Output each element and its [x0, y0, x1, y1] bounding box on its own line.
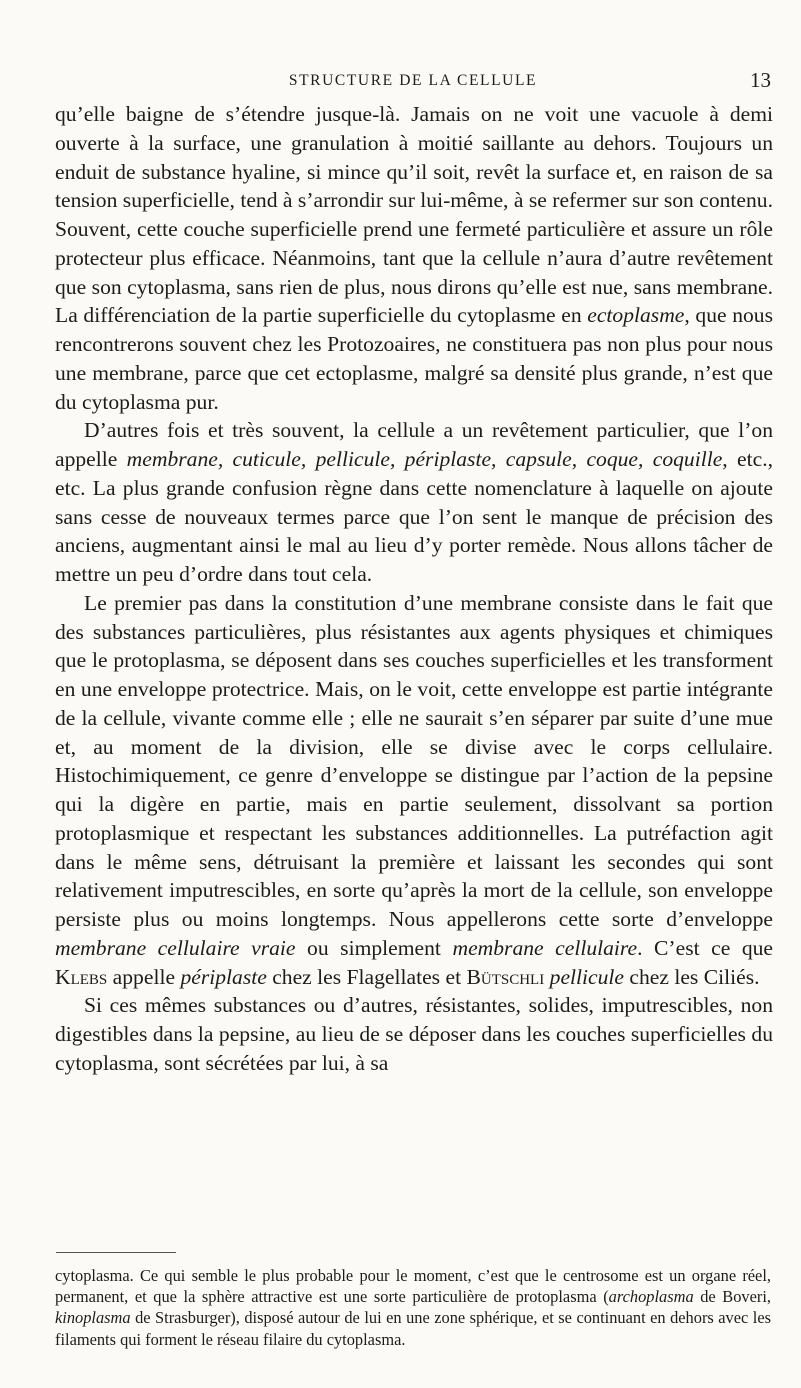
- text-run: Si ces mêmes substances ou d’autres, résistantes, solides, imputrescibles, non digestibles dans la pepsine, au lieu de se déposer dans les couches superficielles du cytoplasma, sont sécrétées par lui, à sa: [55, 993, 773, 1075]
- text-run: chez les Ciliés.: [624, 964, 760, 989]
- paragraph: [55, 100, 773, 416]
- page-number: 13: [750, 68, 771, 92]
- footnote: [55, 1265, 771, 1350]
- italic-term: membrane, cuticule, pellicule, périplaste, capsule, coque, coquille: [126, 447, 723, 471]
- body-text: [55, 100, 773, 1078]
- paragraph: [55, 991, 773, 1077]
- running-title: STRUCTURE DE LA CELLULE: [288, 72, 538, 89]
- italic-term: pellicule: [549, 964, 624, 989]
- text-run: chez les Flagellates et: [266, 964, 467, 989]
- paragraph: [55, 416, 773, 589]
- text-run: qu’elle baigne de s’étendre jusque-là. Jamais on ne voit une vacuole à demi ouverte à la surface, une granulation à moitié saillante au dehors. Toujours un enduit de substance hyaline, si mince qu’il soit, revêt la surface et, en raison de sa tension superficielle, tend à s’arrondir sur lui-même, à se refermer sur son contenu. Souvent, cette couche superficielle prend une fermeté particulière et assure un rôle protecteur plus efficace. Néanmoins, tant que la cellule n’aura d’autre revêtement que son cytoplasma, sans rien de plus, nous dirons qu’elle est nue, sans membrane. La différenciation de la partie superficielle du cytoplasme en: [55, 102, 773, 328]
- running-head: [55, 68, 771, 94]
- italic-term: ectoplasme: [587, 303, 685, 328]
- text-run: , que nous rencontrerons souvent chez les Protozoaires, ne constituera pas non plus pour nous une membrane, parce que cet ectoplasme, malgré sa densité plus grande, n’est que du cytoplasma pur.: [55, 303, 774, 414]
- footnote-paragraph: [55, 1265, 771, 1350]
- author-name: Klebs: [55, 964, 108, 989]
- text-run: de Boveri,: [693, 1287, 772, 1307]
- text-run: de Strasburger), disposé autour de lui en une zone sphérique, et se continuant en dehors avec les filaments qui forment le réseau filaire du cytoplasma.: [55, 1308, 771, 1349]
- italic-term: archoplasma: [608, 1287, 694, 1307]
- text-run: , etc., etc. La plus grande confusion règne dans cette nomenclature à laquelle on ajoute sans cesse de nouveaux termes parce que l’on sent le manque de précision des anciens, augmentant ainsi le mal au lieu d’y porter remède. Nous allons tâcher de mettre un peu d’ordre dans tout cela.: [55, 447, 773, 586]
- paragraph: [55, 589, 773, 992]
- italic-term: périplaste: [180, 964, 267, 989]
- text-run: . C’est ce que: [637, 935, 774, 960]
- text-run: appelle: [107, 964, 181, 989]
- italic-term: membrane cellulaire: [452, 935, 638, 960]
- italic-term: kinoplasma: [55, 1308, 131, 1328]
- text-run: ou simplement: [295, 935, 453, 960]
- text-run: Le premier pas dans la constitution d’une membrane consiste dans le fait que des substances particulières, plus résistantes aux agents physiques et chimiques que le protoplasma, se déposent dans ses couches superficielles et les transforment en une enveloppe protectrice. Mais, on le voit, cette enveloppe est partie intégrante de la cellule, vivante comme elle ; elle ne saurait s’en séparer par suite d’une mue et, au moment de la division, elle se divise avec le corps cellulaire. Histochimiquement, ce genre d’enveloppe se distingue par l’action de la pepsine qui la digère en partie, mais en partie seulement, dissolvant sa portion protoplasmique et respectant les substances additionnelles. La putréfaction agit dans le même sens, détruisant la première et laissant les secondes qui sont relativement imputrescibles, en sorte qu’après la mort de la cellule, son enveloppe persiste plus ou moins longtemps. Nous appellerons cette sorte d’enveloppe: [55, 590, 773, 931]
- text-run: D’autres fois et très souvent, la cellule a un revêtement particulier, que l’on appelle: [55, 418, 773, 471]
- author-name: Bütschli: [466, 964, 545, 989]
- italic-term: membrane cellulaire vraie: [55, 935, 296, 960]
- text-run: cytoplasma. Ce qui semble le plus probable pour le moment, c’est que le centrosome est un organe réel, permanent, et que la sphère attractive est une sorte particulière de protoplasma (: [55, 1266, 771, 1307]
- footnote-rule: [56, 1252, 176, 1253]
